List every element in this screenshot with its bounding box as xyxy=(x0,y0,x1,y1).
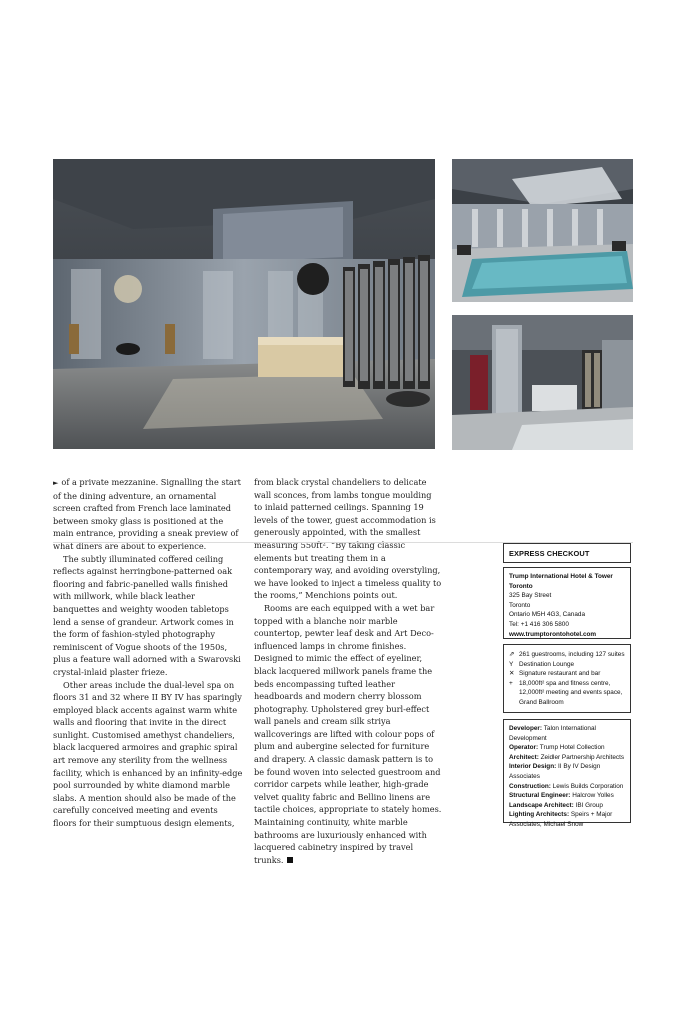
end-mark-icon xyxy=(287,857,293,863)
hotel-lobby-photo xyxy=(53,159,435,449)
hotel-street: 325 Bay Street xyxy=(509,592,552,600)
hotel-region: Ontario M5H 4G3, Canada xyxy=(509,611,586,619)
article-paragraph: Rooms are each equipped with a wet bar topped with a blanche noir marble countertop, pewter leaf desk and Art Deco-influenced lamps in chrome finishes. Designed to mimic the effect of eyeliner, black lacquered millwork panels frame the beds encompassing tufted leather headboards and modern cherry blossom photography. Upholstered grey burl-effect wall panels and cream silk striya wallcoverings are lifted with colour pops of plum and aubergine selected for furniture and drapery. A classic damask pattern is to be found woven into selected guestroom and corridor carpets while leather, high-grade velvet quality fabric and Bellino linens are tactile choices, appropriate to stately homes. Maintaining continuity, white marble bathrooms are luxuriously enhanced with lacquered cabinetry inspired by travel trunks. xyxy=(254,602,442,865)
article-paragraph: ► of a private mezzanine. Signalling the start of the dining adventure, an ornamental screen crafted from French lace laminated between smoky glass is positioned at the main entrance, providing a sneak preview of what diners are about to experience. xyxy=(53,477,241,551)
fact-row: ✕ Signature restaurant and bar xyxy=(509,670,601,678)
hotel-tel: Tel: +1 416 306 5800 xyxy=(509,620,569,628)
bed-icon: ⇗ xyxy=(509,651,515,658)
credit-row: Interior Design: II By IV Design Associates xyxy=(509,763,601,780)
fact-row: + 18,000ft² spa and fitness centre, 12,000ft² meeting and events space, Grand Ballroom xyxy=(509,679,623,706)
article-paragraph: Other areas include the dual-level spa on floors 31 and 32 where II BY IV has sparingly employed black accents against warm white walls and flooring that invite in the direct sunlight. Customised amethyst chandeliers, black lacquered armoires and graphic spiral art remove any sterility from the wellness facility, which is enhanced by an infinity-edge pool surrounded by white diamond marble slabs. A mention should also be made of the carefully conceived meeting and events floors for their sumptuous design elements, xyxy=(53,679,243,829)
guest-room-photo xyxy=(452,315,633,450)
continuation-arrow-icon: ► xyxy=(53,479,59,487)
article-paragraph: from black crystal chandeliers to delicate wall sconces, from lambs tongue moulding to inlaid patterned ceilings. Spanning 19 levels of the tower, guest accommodation is generously appointed, with the smallest measuring 550ft². “By taking classic elements but treating them in a contemporary way, and avoiding overstyling, we have looked to inject a timeless quality to the rooms,” Menchions points out. xyxy=(254,477,442,601)
spa-pool-photo xyxy=(452,159,633,302)
hotel-city: Toronto xyxy=(509,601,531,609)
credit-row: Developer: Talon International Development xyxy=(509,725,596,742)
credit-row: Lighting Architects: Speirs + Major Associates, Michael Snow xyxy=(509,811,613,828)
restaurant-icon: ✕ xyxy=(509,670,515,678)
article-column-2 xyxy=(254,476,442,866)
credit-row: Structural Engineer: Halcrow Yolles xyxy=(509,792,614,800)
hotel-facts-box xyxy=(503,644,631,713)
credit-row: Architect: Zeidler Partnership Architects xyxy=(509,753,625,761)
article-paragraph: The subtly illuminated coffered ceiling reflects against herringbone-patterned oak flooring and fabric-panelled walls finished with millwork, while black leather banquettes and weighty wooden tabletops lend a sense of grandeur. Artwork comes in the form of fashion-styled photography reminiscent of Vogue shoots of the 1950s, plus a feature wall adorned with a Swarovski crystal-inlaid plaster frieze. xyxy=(53,553,241,677)
fact-row: Y Destination Lounge xyxy=(509,660,575,668)
express-checkout-heading: EXPRESS CHECKOUT xyxy=(503,543,631,563)
hotel-website: www.trumptorontohotel.com xyxy=(509,630,597,638)
article-column-1 xyxy=(53,476,243,830)
plus-icon: + xyxy=(509,679,513,687)
project-credits-box xyxy=(503,719,631,828)
credit-row: Landscape Architect: IBI Group xyxy=(509,801,603,809)
hotel-contact-box xyxy=(503,567,631,639)
credit-row: Operator: Trump Hotel Collection xyxy=(509,744,605,752)
credit-row: Construction: Lewis Builds Corporation xyxy=(509,782,624,790)
fact-row: ⇗ 261 guestrooms, including 127 suites xyxy=(509,651,625,658)
hotel-name: Trump International Hotel & Tower Toronto xyxy=(509,573,613,590)
cocktail-icon: Y xyxy=(509,660,514,668)
